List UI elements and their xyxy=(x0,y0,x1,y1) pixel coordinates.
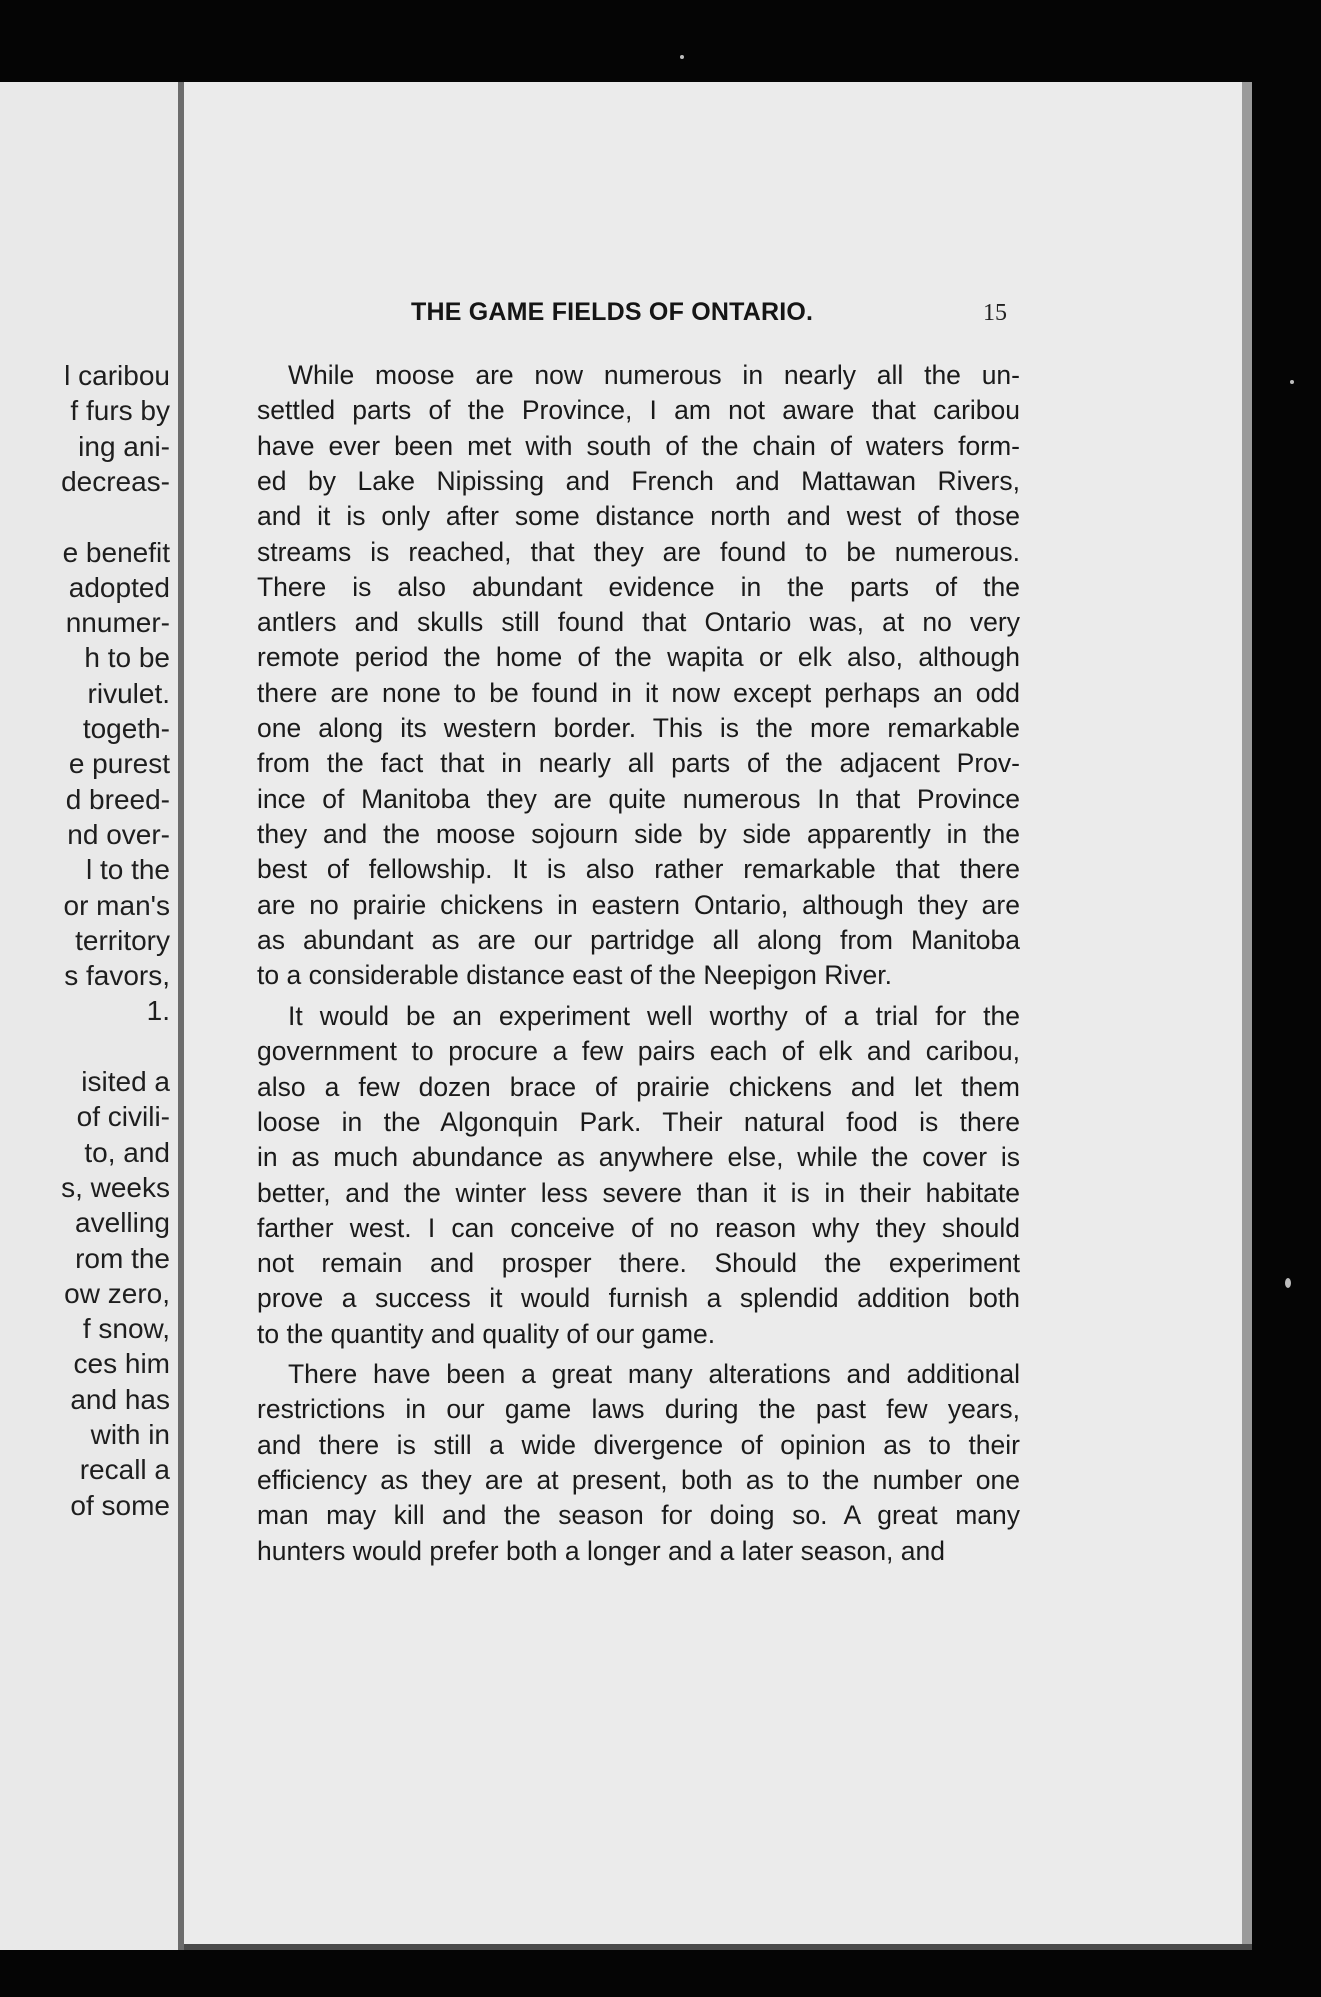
text-line: ed by Lake Nipissing and French and Mattawan Rivers, xyxy=(257,465,1020,496)
left-page-line: e purest xyxy=(68,748,170,780)
left-page-line: ing ani- xyxy=(78,430,170,462)
text-line: hunters would prefer both a longer and a later season, and xyxy=(257,1535,945,1566)
left-page-line: ow zero, xyxy=(64,1277,170,1309)
text-line: not remain and prosper there. Should the experiment xyxy=(257,1248,1020,1279)
left-page-line: s, weeks xyxy=(61,1171,170,1203)
left-page-line: nd over- xyxy=(67,818,170,850)
text-line: to a considerable distance east of the Neepigon River. xyxy=(257,960,892,991)
text-line: It would be an experiment well worthy of a trial for the xyxy=(288,1001,1020,1031)
left-page-line: e benefit xyxy=(62,536,170,568)
left-page-line: h to be xyxy=(84,642,170,674)
left-page-line: rom the xyxy=(75,1242,170,1274)
left-page-line: and has xyxy=(70,1383,170,1415)
page-bottom-edge xyxy=(184,1944,1252,1950)
text-line: one along its western border. This is the more remarkable xyxy=(257,713,1020,743)
text-line: restrictions in our game laws during the past few years, xyxy=(257,1394,1020,1425)
left-page-line: l to the xyxy=(85,854,170,886)
text-line: are no prairie chickens in eastern Ontario, although they are xyxy=(257,889,1020,920)
paper-speck xyxy=(680,55,684,59)
paper-speck xyxy=(1285,1278,1291,1288)
text-line: There have been a great many alterations and additional xyxy=(288,1359,1020,1389)
left-page-line: adopted xyxy=(68,571,170,603)
left-page-line: f snow, xyxy=(82,1313,170,1345)
left-page-line: of civili- xyxy=(76,1101,170,1133)
text-line: they and the moose sojourn side by side apparently in the xyxy=(257,818,1020,849)
text-line: and there is still a wide divergence of opinion as to their xyxy=(257,1429,1020,1460)
text-line: from the fact that in nearly all parts of the adjacent Prov- xyxy=(257,748,1020,779)
left-page-line: avelling xyxy=(75,1207,170,1239)
left-page-line: with in xyxy=(90,1419,170,1450)
text-line: streams is reached, that they are found to be numerous. xyxy=(257,536,1020,567)
text-line: government to procure a few pairs each of elk and caribou, xyxy=(257,1036,1020,1067)
left-page-line: s favors, xyxy=(64,960,170,992)
text-line: efficiency as they are at present, both as to the number one xyxy=(257,1464,1020,1495)
left-page-line: rivulet. xyxy=(87,677,170,709)
paper-speck xyxy=(1290,380,1294,384)
text-line: antlers and skulls still found that Ontario was, at no very xyxy=(257,607,1020,638)
text-line: have ever been met with south of the chain of waters form- xyxy=(257,430,1020,461)
text-line: remote period the home of the wapita or elk also, although xyxy=(257,642,1020,673)
text-line: there are none to be found in it now except perhaps an odd xyxy=(257,677,1020,708)
left-page-line: territory xyxy=(75,924,170,956)
text-line: man may kill and the season for doing so. A great many xyxy=(257,1500,1020,1531)
text-line: There is also abundant evidence in the parts of the xyxy=(257,571,1020,602)
left-page-line: nnumer- xyxy=(65,607,170,639)
left-page-line: of some xyxy=(70,1489,170,1521)
text-line: farther west. I can conceive of no reason why they should xyxy=(257,1212,1020,1243)
left-page-line: l caribou xyxy=(64,360,170,391)
text-line: as abundant as are our partridge all along from Manitoba xyxy=(257,924,1020,955)
left-page-fragment xyxy=(0,82,178,1950)
left-page-line: to, and xyxy=(84,1136,170,1168)
page-edge xyxy=(1242,82,1252,1950)
page-number: 15 xyxy=(983,300,1007,326)
text-line: to the quantity and quality of our game. xyxy=(257,1318,716,1349)
left-page-line: ces him xyxy=(73,1348,170,1380)
left-page-line: 1. xyxy=(146,995,170,1027)
text-line: While moose are now numerous in nearly all the un- xyxy=(288,360,1020,390)
left-page-line: or man's xyxy=(63,889,170,921)
text-line: and it is only after some distance north and west of those xyxy=(257,501,1020,532)
left-page-line: recall a xyxy=(79,1454,170,1486)
text-line: settled parts of the Province, I am not aware that caribou xyxy=(257,395,1020,426)
text-line: ince of Manitoba they are quite numerous In that Province xyxy=(257,783,1020,814)
left-page-line: togeth- xyxy=(82,713,170,744)
text-line: prove a success it would furnish a splendid addition both xyxy=(257,1283,1020,1314)
left-page-line: decreas- xyxy=(61,465,170,497)
text-line: loose in the Algonquin Park. Their natural food is there xyxy=(257,1106,1020,1137)
left-page-line: isited a xyxy=(81,1066,170,1097)
left-page-line: d breed- xyxy=(65,783,170,815)
text-line: also a few dozen brace of prairie chickens and let them xyxy=(257,1071,1020,1102)
running-head: THE GAME FIELDS OF ONTARIO. xyxy=(411,298,814,326)
left-page-line: f furs by xyxy=(70,395,170,427)
text-line: in as much abundance as anywhere else, while the cover is xyxy=(257,1142,1020,1173)
text-line: better, and the winter less severe than it is in their habitate xyxy=(257,1177,1020,1208)
text-line: best of fellowship. It is also rather remarkable that there xyxy=(257,854,1020,885)
